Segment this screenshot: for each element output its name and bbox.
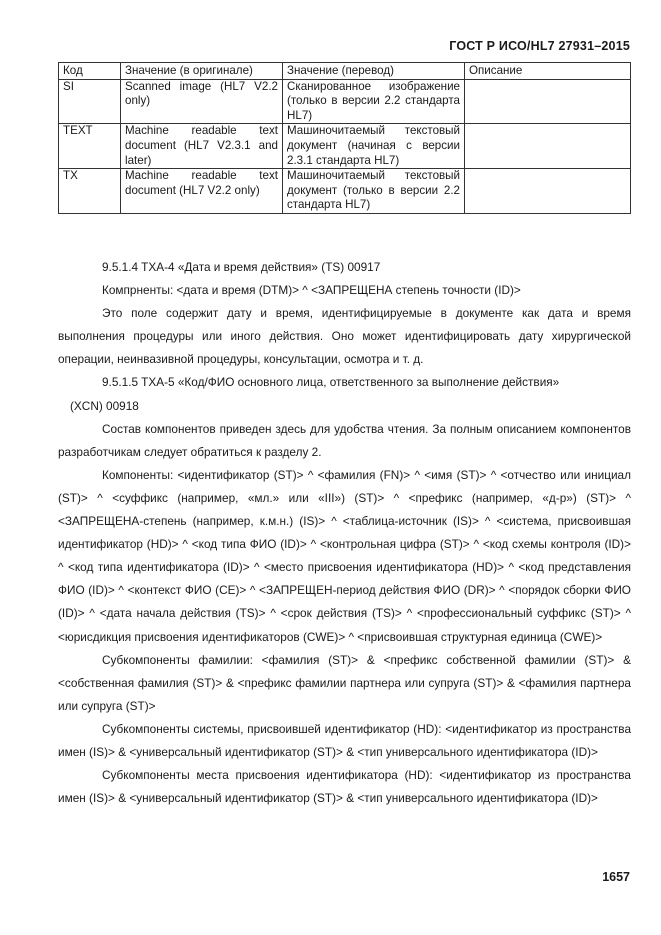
cell-translation: Сканированное изображение (только в версии 2.2 стандарта HL7) [283,79,465,124]
column-header-original: Значение (в оригинале) [121,63,283,80]
cell-description [465,169,631,214]
subcomponents-paragraph: Субкомпоненты фамилии: <фамилия (ST)> & <префикс собственной фамилии (ST)> & <собственная фамилия (ST)> & <префикс фамилии партнера или супруга (ST)> & <фамилия партнера или супруга (ST)> [58,652,631,713]
column-header-code: Код [59,63,121,80]
components-paragraph: Компрненты: <дата и время (DTM)> ^ <ЗАПРЕЩЕНА степень точности (ID)> [102,283,521,298]
page-number: 1657 [602,870,630,884]
table-row [59,79,631,124]
column-header-description: Описание [465,63,631,80]
subcomponents-paragraph: Субкомпоненты системы, присвоившей идентификатор (HD): <идентификатор из пространства имен (IS)> & <универсальный идентификатор (ST)> & <тип универсального идентификатора (ID)> [58,721,631,759]
section-heading: 9.5.1.4 TXA-4 «Дата и время действия» (TS) 00917 [102,260,381,274]
document-header: ГОСТ Р ИСО/HL7 27931–2015 [449,39,630,53]
section-heading: 9.5.1.5 TXA-5 «Код/ФИО основного лица, ответственного за выполнение действия» [102,375,560,390]
code-table [58,62,631,214]
description-paragraph: Это поле содержит дату и время, идентифицируемые в документе как дата и время выполнения процедуры или иного действия. Оно может идентифицировать дату хирургической операции, неинвазивной процедуры, консультации, осмотра и т. д. [58,306,631,367]
description-paragraph: Состав компонентов приведен здесь для удобства чтения. За полным описанием компонентов разработчикам следует обратиться к разделу 2. [58,421,631,459]
cell-code: SI [59,79,121,124]
body-text [58,256,631,810]
section-heading-continuation: (XCN) 00918 [70,398,139,413]
components-paragraph: Компоненты: <идентификатор (ST)> ^ <фамилия (FN)> ^ <имя (ST)> ^ <отчество или инициал (ST)> ^ <суффикс (например, «мл.» или «III») (ST)> ^ <префикс (например, «д-р») (ST)> ^ <ЗАПРЕЩЕНА-степень (например, к.м.н.) (IS)> ^ <таблица-источник (IS)> ^ <система, присвоившая идентификатор (HD)> ^ <код типа ФИО (ID)> ^ <контрольная цифра (ST)> ^ <код схемы контроля (ID)> ^ <код типа идентификатора (ID)> ^ <место присвоения идентификатора (HD)> ^ <код представления ФИО (ID)> ^ <контекст ФИО (CE)> ^ <ЗАПРЕЩЕН-период действия ФИО (DR)> ^ <порядок сборки ФИО (ID)> ^ <дата начала действия (TS)> ^ <срок действия (TS)> ^ <профессиональный суффикс (ST)> ^ <юрисдикция присвоения идентификаторов (CWE)> ^ <присвоившая структурная единица (CWE)> [58,467,631,644]
column-header-translation: Значение (перевод) [283,63,465,80]
cell-original: Machine readable text document (HL7 V2.2 only) [121,169,283,214]
cell-description [465,124,631,169]
cell-translation: Машиночитаемый текстовый документ (начиная с версии 2.3.1 стандарта HL7) [283,124,465,169]
table-row [59,124,631,169]
cell-original: Machine readable text document (HL7 V2.3.1 and later) [121,124,283,169]
subcomponents-paragraph: Субкомпоненты места присвоения идентификатора (HD): <идентификатор из пространства имен (IS)> & <универсальный идентификатор (ST)> & <тип универсального идентификатора (ID)> [58,768,631,806]
cell-code: TX [59,169,121,214]
cell-original: Scanned image (HL7 V2.2 only) [121,79,283,124]
cell-description [465,79,631,124]
table-row [59,169,631,214]
cell-code: TEXT [59,124,121,169]
table-header-row [59,63,631,80]
cell-translation: Машиночитаемый текстовый документ (только в версии 2.2 стандарта HL7) [283,169,465,214]
